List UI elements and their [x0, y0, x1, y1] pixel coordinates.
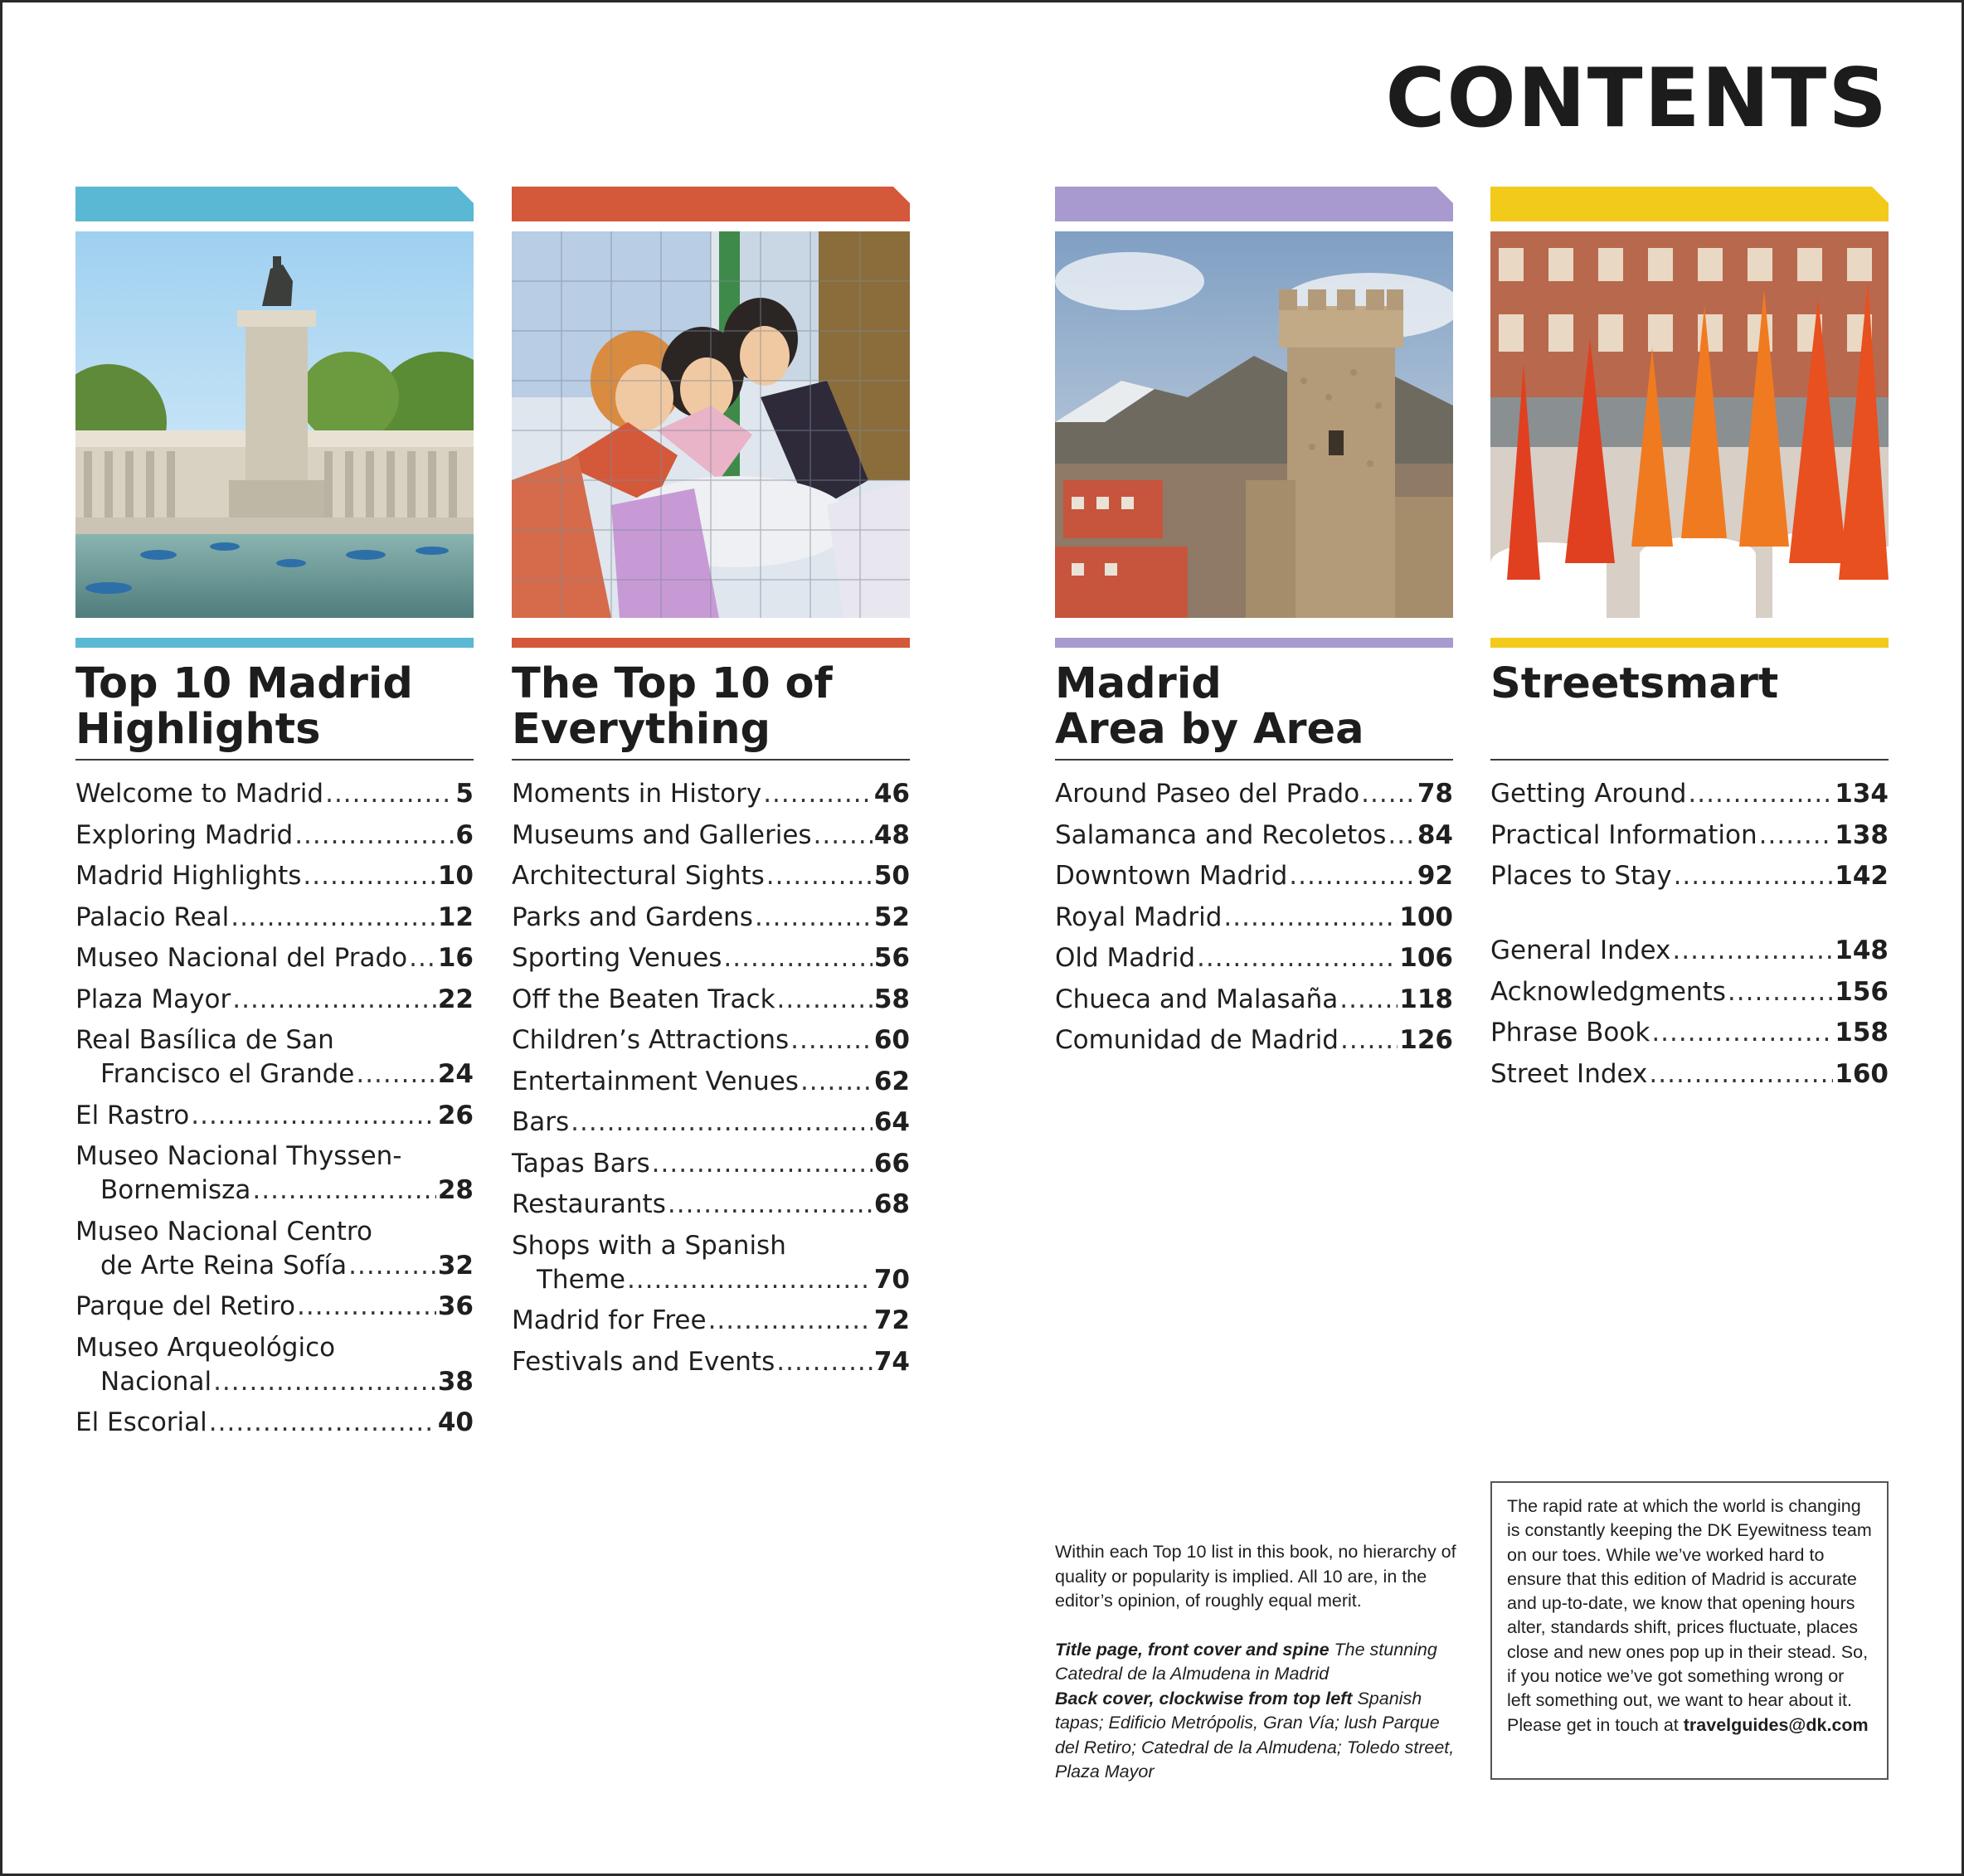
- section-color-bar: [512, 638, 910, 648]
- toc-label: Royal Madrid: [1055, 902, 1223, 932]
- dot-leader: [652, 1147, 873, 1181]
- toc-label: Street Index: [1490, 1058, 1648, 1089]
- toc-entry[interactable]: [1490, 819, 1889, 853]
- toc-label-line1: Shops with a Spanish: [512, 1230, 786, 1261]
- dot-leader: [1672, 934, 1833, 968]
- toc-entry[interactable]: [75, 941, 474, 975]
- toc-page-number: 32: [437, 1250, 474, 1281]
- toc-label: Comunidad de Madrid: [1055, 1025, 1339, 1055]
- toc-label: de Arte Reina Sofía: [100, 1250, 348, 1281]
- toc-page-number: 24: [437, 1059, 474, 1089]
- toc-label: Festivals and Events: [512, 1346, 775, 1377]
- toc-entry[interactable]: [512, 777, 910, 811]
- toc-label: Sporting Venues: [512, 943, 722, 973]
- toc-page-number: 40: [437, 1407, 474, 1437]
- toc-entry[interactable]: [1055, 983, 1453, 1017]
- toc-label: Nacional: [100, 1366, 212, 1397]
- toc-page-number: 56: [873, 943, 910, 973]
- toc-page-number: 6: [455, 819, 474, 850]
- toc-page-number: 106: [1399, 943, 1453, 973]
- toc-entry[interactable]: [512, 1188, 910, 1222]
- toc-entry[interactable]: [512, 1065, 910, 1099]
- dot-leader: [1388, 819, 1415, 853]
- caption-heading: Back cover, clockwise from top left: [1055, 1688, 1353, 1708]
- toc-entry[interactable]: [512, 859, 910, 893]
- section-color-bar: [75, 638, 474, 648]
- toc-page-number: 28: [437, 1175, 474, 1205]
- toc-page-number: 36: [437, 1291, 474, 1321]
- caption-text: The stunning Catedral de la Almudena in Madrid: [1055, 1639, 1437, 1684]
- hierarchy-note: Within each Top 10 list in this book, no hierarchy of quality or popularity is implied. All 10 are, in the editor’s opinion, of roughly equal merit.: [1055, 1542, 1456, 1611]
- toc-entry[interactable]: [1490, 934, 1889, 968]
- section-title-line1: Top 10 Madrid: [75, 659, 413, 708]
- toc-label: Bars: [512, 1107, 570, 1137]
- section-tab: [75, 187, 474, 221]
- toc-page-number: 16: [437, 943, 474, 973]
- toc-page-number: 48: [873, 819, 910, 850]
- dot-leader: [1340, 1023, 1398, 1057]
- toc-label: Parque del Retiro: [75, 1291, 295, 1321]
- section-area-by-area: [1055, 187, 1453, 1065]
- toc-entry[interactable]: [1055, 1023, 1453, 1057]
- toc-entry[interactable]: [512, 901, 910, 935]
- dot-leader: [1728, 975, 1833, 1009]
- toc-entry[interactable]: [1055, 859, 1453, 893]
- toc-entry[interactable]: [512, 819, 910, 853]
- section-title-line2: Everything: [512, 705, 771, 754]
- toc-page-number: 66: [873, 1148, 910, 1179]
- toc-entry[interactable]: [75, 1331, 474, 1399]
- section-title-line1: Madrid: [1055, 659, 1222, 708]
- toc-entry[interactable]: [512, 1345, 910, 1379]
- toc-page-number: 118: [1399, 984, 1453, 1014]
- caption-text: Spanish tapas; Edificio Metrópolis, Gran Vía; lush Parque del Retiro; Catedral de la Almudena; Toledo street, Plaza Mayor: [1055, 1688, 1455, 1781]
- section-title: [75, 661, 474, 759]
- dot-leader: [1289, 859, 1416, 893]
- toc-label-line1: Real Basílica de San: [75, 1025, 334, 1055]
- toc-page-number: 64: [873, 1107, 910, 1137]
- toc-label: Madrid Highlights: [75, 861, 302, 891]
- dot-leader: [1688, 777, 1833, 811]
- castle-tower-mountains-photo: [1055, 231, 1453, 618]
- toc-label: Madrid for Free: [512, 1305, 707, 1335]
- toc-page-number: 58: [873, 984, 910, 1014]
- dot-leader: [668, 1188, 873, 1222]
- toc-entry[interactable]: [512, 941, 910, 975]
- dot-leader: [766, 859, 873, 893]
- editorial-note: [1055, 1540, 1461, 1785]
- toc-page-number: 78: [1417, 779, 1453, 809]
- dot-leader: [213, 1365, 436, 1399]
- dot-leader: [723, 941, 872, 975]
- toc-entry[interactable]: [512, 1147, 910, 1181]
- dot-leader: [231, 901, 436, 935]
- feedback-notice-box: [1490, 1481, 1889, 1780]
- toc-label-line1: Museo Nacional Centro: [75, 1216, 372, 1247]
- toc-entry[interactable]: [512, 1106, 910, 1140]
- toc-entry[interactable]: [1055, 901, 1453, 935]
- toc-page-number: 70: [873, 1264, 910, 1295]
- section-title: [1490, 661, 1889, 759]
- toc-entry[interactable]: [512, 983, 910, 1017]
- section-top10-highlights: [75, 187, 474, 1447]
- toc-label: Acknowledgments: [1490, 976, 1726, 1007]
- toc-label: Architectural Sights: [512, 861, 765, 891]
- dot-leader: [776, 1345, 873, 1379]
- section-rule: [512, 759, 910, 761]
- toc-entry[interactable]: [1490, 859, 1889, 893]
- dot-leader: [1649, 1057, 1833, 1091]
- dot-leader: [252, 1174, 435, 1208]
- section-color-bar: [1490, 638, 1889, 648]
- toc-page-number: 134: [1835, 779, 1889, 809]
- toc-page-number: 12: [437, 902, 474, 932]
- toc-page-number: 60: [873, 1025, 910, 1055]
- toc-page-number: 126: [1399, 1025, 1453, 1055]
- dot-leader: [232, 983, 436, 1017]
- dot-leader: [571, 1106, 873, 1140]
- toc-entry[interactable]: [1055, 819, 1453, 853]
- dot-leader: [800, 1065, 873, 1099]
- toc-label: Around Paseo del Prado: [1055, 779, 1360, 809]
- toc-label: Parks and Gardens: [512, 902, 753, 932]
- dot-leader: [814, 819, 873, 853]
- toc-page-number: 72: [873, 1305, 910, 1335]
- toc-list: [1490, 777, 1889, 1091]
- toc-page-number: 68: [873, 1189, 910, 1219]
- dot-leader: [1197, 941, 1398, 975]
- toc-page-number: 156: [1835, 976, 1889, 1007]
- section-rule: [1490, 759, 1889, 761]
- dot-leader: [1339, 983, 1398, 1017]
- toc-page-number: 142: [1835, 861, 1889, 891]
- dot-leader: [409, 941, 436, 975]
- toc-label: Moments in History: [512, 779, 762, 809]
- toc-entry[interactable]: [1490, 975, 1889, 1009]
- toc-label: El Rastro: [75, 1100, 190, 1130]
- page-title: CONTENTS: [1385, 51, 1889, 146]
- toc-entry[interactable]: [512, 1023, 910, 1057]
- section-title: [512, 661, 910, 759]
- toc-label: Welcome to Madrid: [75, 779, 324, 809]
- toc-label: Salamanca and Recoletos: [1055, 819, 1387, 850]
- toc-label: Theme: [537, 1264, 625, 1295]
- toc-entry[interactable]: [75, 901, 474, 935]
- dot-leader: [348, 1249, 436, 1283]
- toc-page-number: 52: [873, 902, 910, 932]
- toc-entry[interactable]: [1490, 1057, 1889, 1091]
- dot-leader: [1361, 777, 1416, 811]
- toc-page-number: 84: [1417, 819, 1453, 850]
- dot-leader: [1759, 819, 1834, 853]
- toc-page-number: 62: [873, 1066, 910, 1096]
- toc-label: Museo Nacional del Prado: [75, 943, 408, 973]
- toc-label: Museums and Galleries: [512, 819, 812, 850]
- dot-leader: [294, 819, 454, 853]
- toc-entry[interactable]: [75, 819, 474, 853]
- cover-credits: [1055, 1638, 1461, 1785]
- toc-label-line1: Museo Arqueológico: [75, 1332, 336, 1363]
- dot-leader: [209, 1406, 436, 1440]
- toc-page-number: 74: [873, 1346, 910, 1377]
- dot-leader: [777, 983, 873, 1017]
- toc-list: [512, 777, 910, 1379]
- toc-entry[interactable]: [75, 1023, 474, 1091]
- caption-heading: Title page, front cover and spine: [1055, 1639, 1330, 1660]
- toc-label-line1: Museo Nacional Thyssen-: [75, 1141, 402, 1171]
- toc-label: Tapas Bars: [512, 1148, 650, 1179]
- section-rule: [75, 759, 474, 761]
- section-streetsmart: [1490, 187, 1889, 1098]
- toc-label: General Index: [1490, 936, 1671, 965]
- toc-label: Off the Beaten Track: [512, 984, 775, 1014]
- plaza-mayor-umbrellas-photo: [1490, 231, 1889, 618]
- toc-label: Old Madrid: [1055, 943, 1196, 973]
- toc-entry[interactable]: [75, 1215, 474, 1283]
- toc-label: Francisco el Grande: [100, 1059, 355, 1089]
- toc-list: [75, 777, 474, 1440]
- toc-label: Palacio Real: [75, 902, 230, 932]
- toc-list: [1055, 777, 1453, 1057]
- section-title-line2: Area by Area: [1055, 705, 1364, 754]
- toc-page-number: 138: [1835, 819, 1889, 850]
- toc-page-number: 50: [873, 861, 910, 891]
- toc-entry[interactable]: [75, 1406, 474, 1440]
- toc-entry[interactable]: [75, 1290, 474, 1324]
- toc-entry[interactable]: [1055, 941, 1453, 975]
- toc-page-number: 148: [1835, 936, 1889, 965]
- toc-page-number: 100: [1399, 902, 1453, 932]
- toc-page-number: 158: [1835, 1018, 1889, 1047]
- dot-leader: [708, 1304, 873, 1338]
- dot-leader: [325, 777, 454, 811]
- toc-label: Plaza Mayor: [75, 984, 231, 1014]
- toc-page-number: 38: [437, 1366, 474, 1397]
- section-title-line1: Streetsmart: [1490, 659, 1779, 708]
- toc-label: Chueca and Malasaña: [1055, 984, 1339, 1014]
- toc-label: El Escorial: [75, 1407, 207, 1437]
- toc-label: Places to Stay: [1490, 861, 1672, 891]
- section-title-line2: Highlights: [75, 705, 321, 754]
- section-tab: [1055, 187, 1453, 221]
- toc-label: Exploring Madrid: [75, 819, 294, 850]
- toc-entry[interactable]: [75, 1140, 474, 1208]
- section-title-line1: The Top 10 of: [512, 659, 833, 708]
- dot-leader: [356, 1057, 436, 1091]
- dot-leader: [1674, 859, 1834, 893]
- toc-entry[interactable]: [512, 1304, 910, 1338]
- toc-page-number: 22: [437, 984, 474, 1014]
- section-rule: [1055, 759, 1453, 761]
- toc-label: Practical Information: [1490, 819, 1757, 850]
- toc-entry[interactable]: [75, 859, 474, 893]
- toc-label: Entertainment Venues: [512, 1066, 799, 1096]
- toc-entry[interactable]: [1490, 1016, 1889, 1050]
- dot-leader: [297, 1290, 436, 1324]
- section-tab: [1490, 187, 1889, 221]
- toc-entry[interactable]: [1055, 777, 1453, 811]
- dot-leader: [1223, 901, 1398, 935]
- section-tab: [512, 187, 910, 221]
- toc-label: Bornemisza: [100, 1175, 251, 1205]
- retiro-park-monument-lake-photo: [75, 231, 474, 618]
- toc-label: Children’s Attractions: [512, 1025, 790, 1055]
- section-color-bar: [1055, 638, 1453, 648]
- toc-entry[interactable]: [75, 983, 474, 1017]
- dot-leader: [303, 859, 435, 893]
- contact-email-link[interactable]: travelguides@dk.com: [1683, 1714, 1869, 1735]
- toc-label: Getting Around: [1490, 779, 1687, 809]
- toc-page-number: 46: [873, 779, 910, 809]
- toc-entry[interactable]: [1490, 777, 1889, 811]
- dot-leader: [627, 1263, 873, 1297]
- dot-leader: [755, 901, 873, 935]
- toc-page-number: 160: [1835, 1058, 1889, 1089]
- toc-entry[interactable]: [75, 777, 474, 811]
- toc-entry[interactable]: [75, 1099, 474, 1133]
- toc-label: Restaurants: [512, 1189, 666, 1219]
- toc-page-number: 92: [1417, 861, 1453, 891]
- section-top10-everything: [512, 187, 910, 1386]
- section-title: [1055, 661, 1453, 759]
- toc-page-number: 10: [437, 861, 474, 891]
- notice-text: The rapid rate at which the world is changing is constantly keeping the DK Eyewitness team on our toes. While we’ve worked hard to ensure that this edition of Madrid is accurate and up-to-date, we know that opening hours alter, standards shift, prices fluctuate, places close and new ones pop up in their stead. So, if you notice we’ve got something wrong or left something out, we want to hear about it. Please get in touch at: [1507, 1496, 1872, 1735]
- dot-leader: [790, 1023, 873, 1057]
- toc-label: Phrase Book: [1490, 1018, 1650, 1047]
- toc-page-number: 5: [455, 779, 474, 809]
- toc-entry[interactable]: [512, 1229, 910, 1297]
- dot-leader: [763, 777, 873, 811]
- toc-page-number: 26: [437, 1100, 474, 1130]
- dot-leader: [191, 1099, 436, 1133]
- toc-label: Downtown Madrid: [1055, 861, 1288, 891]
- dot-leader: [1651, 1016, 1833, 1050]
- painted-tile-mural-photo: [512, 231, 910, 618]
